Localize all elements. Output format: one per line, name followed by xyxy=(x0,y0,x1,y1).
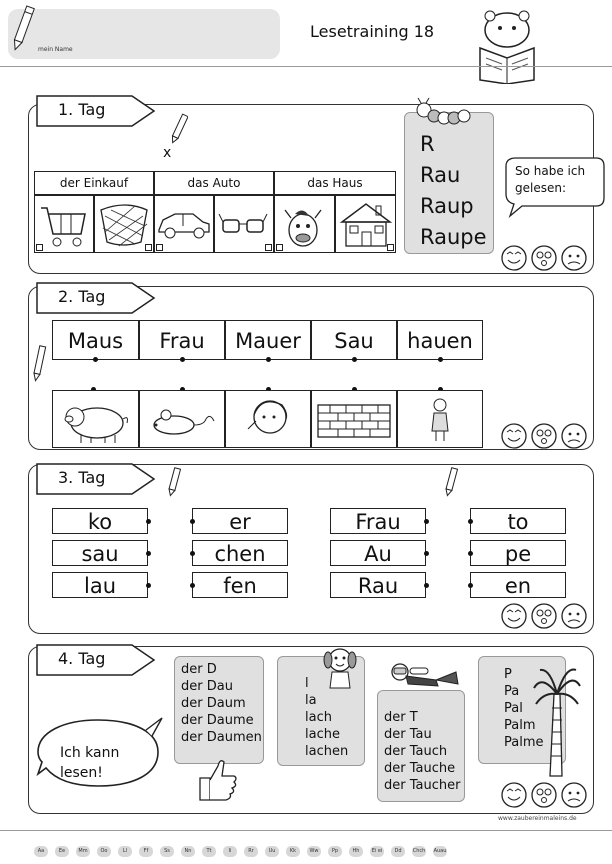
syllable-ko: ko xyxy=(52,508,148,534)
match-dot[interactable] xyxy=(146,583,151,588)
list-item: der Daumen xyxy=(181,730,262,745)
happy-face-icon[interactable] xyxy=(502,604,526,628)
checkbox[interactable] xyxy=(276,244,283,251)
match-dot[interactable] xyxy=(190,551,195,556)
list-item: lach xyxy=(305,710,332,725)
match-dot[interactable] xyxy=(146,551,151,556)
match-dot[interactable] xyxy=(146,519,151,524)
checkbox[interactable] xyxy=(36,244,43,251)
match-dot[interactable] xyxy=(424,551,429,556)
footer-letter: Pp xyxy=(328,846,342,857)
list-item: lachen xyxy=(305,744,349,759)
footer-letter: Aa xyxy=(34,846,48,857)
list-item: der T xyxy=(384,710,418,725)
match-dot[interactable] xyxy=(438,357,443,362)
picture-mouse xyxy=(139,390,225,448)
checkbox[interactable] xyxy=(156,244,163,251)
rating-faces-day2[interactable] xyxy=(500,422,588,450)
pencil-icon xyxy=(443,466,459,498)
list-item: l xyxy=(305,676,309,691)
wall-icon xyxy=(312,391,396,447)
picture-woman xyxy=(225,390,311,448)
match-dot[interactable] xyxy=(424,519,429,524)
footer-letter-row xyxy=(34,846,447,857)
syllable-pe: pe xyxy=(470,540,566,566)
match-dot[interactable] xyxy=(190,519,195,524)
match-dot[interactable] xyxy=(190,583,195,588)
match-dot[interactable] xyxy=(180,357,185,362)
day1-tag xyxy=(36,94,154,124)
footer-letter: Rr xyxy=(244,846,258,857)
syllable-sau: sau xyxy=(52,540,148,566)
speech-text: So habe ich gelesen: xyxy=(515,164,586,195)
list-item: der Daum xyxy=(181,696,246,711)
list-item: der D xyxy=(181,662,217,677)
syllable-r: R xyxy=(420,132,435,156)
footer-letter: Tt xyxy=(202,846,216,857)
sad-face-icon[interactable] xyxy=(562,783,586,807)
checkbox[interactable] xyxy=(387,244,394,251)
reading-hippo-icon xyxy=(472,8,542,84)
syllable-en: en xyxy=(470,572,566,598)
day2-tag xyxy=(36,281,154,311)
happy-face-icon[interactable] xyxy=(502,246,526,270)
list-item: Palme xyxy=(504,735,544,750)
palm-tree-icon xyxy=(532,664,582,780)
syllable-fen: fen xyxy=(192,572,288,598)
neutral-face-icon[interactable] xyxy=(532,783,556,807)
picture-cow[interactable] xyxy=(274,195,335,253)
pencil-icon xyxy=(30,344,48,384)
day4-tag xyxy=(36,643,154,673)
word-header-auto: das Auto xyxy=(154,171,274,195)
picture-car[interactable] xyxy=(154,195,214,253)
list-item: der Daume xyxy=(181,713,254,728)
word-mauer: Mauer xyxy=(225,320,311,360)
footer-letter: Dd xyxy=(391,846,405,857)
match-dot[interactable] xyxy=(468,551,473,556)
list-item: lache xyxy=(305,727,340,742)
day3-tag xyxy=(36,462,154,492)
picture-net[interactable] xyxy=(94,195,154,253)
footer-letter: Hh xyxy=(349,846,363,857)
syllable-rau: Rau xyxy=(420,163,461,187)
picture-cart[interactable] xyxy=(34,195,94,253)
footer-letter: Uu xyxy=(265,846,279,857)
footer-letter: Ei ei xyxy=(370,846,384,857)
list-item: Pal xyxy=(504,701,523,716)
word-header-einkauf: der Einkauf xyxy=(34,171,154,195)
cow-icon xyxy=(275,196,334,252)
list-lachen xyxy=(305,675,348,760)
checkbox[interactable] xyxy=(145,244,152,251)
syllable-au: Au xyxy=(330,540,426,566)
footer-divider xyxy=(0,830,612,831)
word-header-haus: das Haus xyxy=(274,171,396,195)
checkbox[interactable] xyxy=(265,244,272,251)
syllable-raupe: Raupe xyxy=(420,225,487,249)
list-item: der Tauch xyxy=(384,744,448,759)
match-dot[interactable] xyxy=(468,519,473,524)
footer-letter: Kk xyxy=(286,846,300,857)
picture-glasses[interactable] xyxy=(214,195,274,253)
website-url: www.zaubereinmaleins.de xyxy=(498,815,577,822)
footer-letter: Ss xyxy=(160,846,174,857)
neutral-face-icon[interactable] xyxy=(532,604,556,628)
car-icon xyxy=(155,196,213,252)
footer-letter: Auau xyxy=(433,846,447,857)
caterpillar-icon xyxy=(412,96,476,130)
word-hauen: hauen xyxy=(397,320,483,360)
speech-text-ich-kann-lesen: Ich kann lesen! xyxy=(60,745,120,781)
list-item: Palm xyxy=(504,718,536,733)
thumbs-up-icon xyxy=(194,754,240,804)
footer-letter: Mm xyxy=(76,846,90,857)
match-dot[interactable] xyxy=(266,357,271,362)
list-item: Pa xyxy=(504,684,520,699)
woman-icon xyxy=(226,391,310,447)
day2-tag-label: 2. Tag xyxy=(58,287,106,306)
girl-icon xyxy=(398,391,482,447)
shopping-cart-icon xyxy=(35,196,93,252)
rating-faces-day1[interactable] xyxy=(500,244,588,272)
match-dot[interactable] xyxy=(352,357,357,362)
footer-letter: Oo xyxy=(97,846,111,857)
footer-letter: Ff xyxy=(139,846,153,857)
match-dot[interactable] xyxy=(424,583,429,588)
list-item: der Tauche xyxy=(384,761,456,776)
day3-tag-label: 3. Tag xyxy=(58,468,106,487)
footer-letter: Ee xyxy=(55,846,69,857)
list-daumen xyxy=(181,661,262,746)
list-taucher xyxy=(384,709,460,794)
syllable-er: er xyxy=(192,508,288,534)
picture-girl xyxy=(397,390,483,448)
list-item: der Taucher xyxy=(384,778,461,793)
pencil-icon xyxy=(10,2,36,54)
match-dot[interactable] xyxy=(468,583,473,588)
syllable-to: to xyxy=(470,508,566,534)
syllable-raup: Raup xyxy=(420,194,474,218)
match-dot[interactable] xyxy=(93,357,98,362)
list-item: la xyxy=(305,693,317,708)
footer-letter: Chch xyxy=(412,846,426,857)
x-mark: x xyxy=(163,145,172,161)
picture-house[interactable] xyxy=(335,195,396,253)
name-label: mein Name xyxy=(38,46,73,53)
day1-tag-label: 1. Tag xyxy=(58,100,106,119)
happy-face-icon[interactable] xyxy=(502,424,526,448)
rating-faces-day3[interactable] xyxy=(500,602,588,630)
sad-face-icon[interactable] xyxy=(562,604,586,628)
neutral-face-icon[interactable] xyxy=(532,246,556,270)
footer-letter: Ww xyxy=(307,846,321,857)
sad-face-icon[interactable] xyxy=(562,424,586,448)
list-item: der Dau xyxy=(181,679,233,694)
mouse-icon xyxy=(140,391,224,447)
rating-faces-day4[interactable] xyxy=(500,781,588,809)
syllable-frau: Frau xyxy=(330,508,426,534)
word-sau: Sau xyxy=(311,320,397,360)
list-item: P xyxy=(504,667,512,682)
footer-letter: Ll xyxy=(118,846,132,857)
syllable-lau: lau xyxy=(52,572,148,598)
footer-letter: Nn xyxy=(181,846,195,857)
pencil-icon xyxy=(166,466,182,498)
syllable-rau: Rau xyxy=(330,572,426,598)
header-divider xyxy=(0,66,612,67)
happy-face-icon[interactable] xyxy=(502,783,526,807)
footer-letter: Ii xyxy=(223,846,237,857)
list-item: der Tau xyxy=(384,727,432,742)
word-frau: Frau xyxy=(139,320,225,360)
word-maus: Maus xyxy=(52,320,139,360)
page-title: Lesetraining 18 xyxy=(310,22,435,41)
pencil-icon xyxy=(170,112,188,146)
diver-icon xyxy=(386,656,462,692)
neutral-face-icon[interactable] xyxy=(532,424,556,448)
syllable-chen: chen xyxy=(192,540,288,566)
picture-pig xyxy=(52,390,139,448)
pig-icon xyxy=(53,391,138,447)
picture-wall xyxy=(311,390,397,448)
day4-tag-label: 4. Tag xyxy=(58,649,106,668)
sad-face-icon[interactable] xyxy=(562,246,586,270)
